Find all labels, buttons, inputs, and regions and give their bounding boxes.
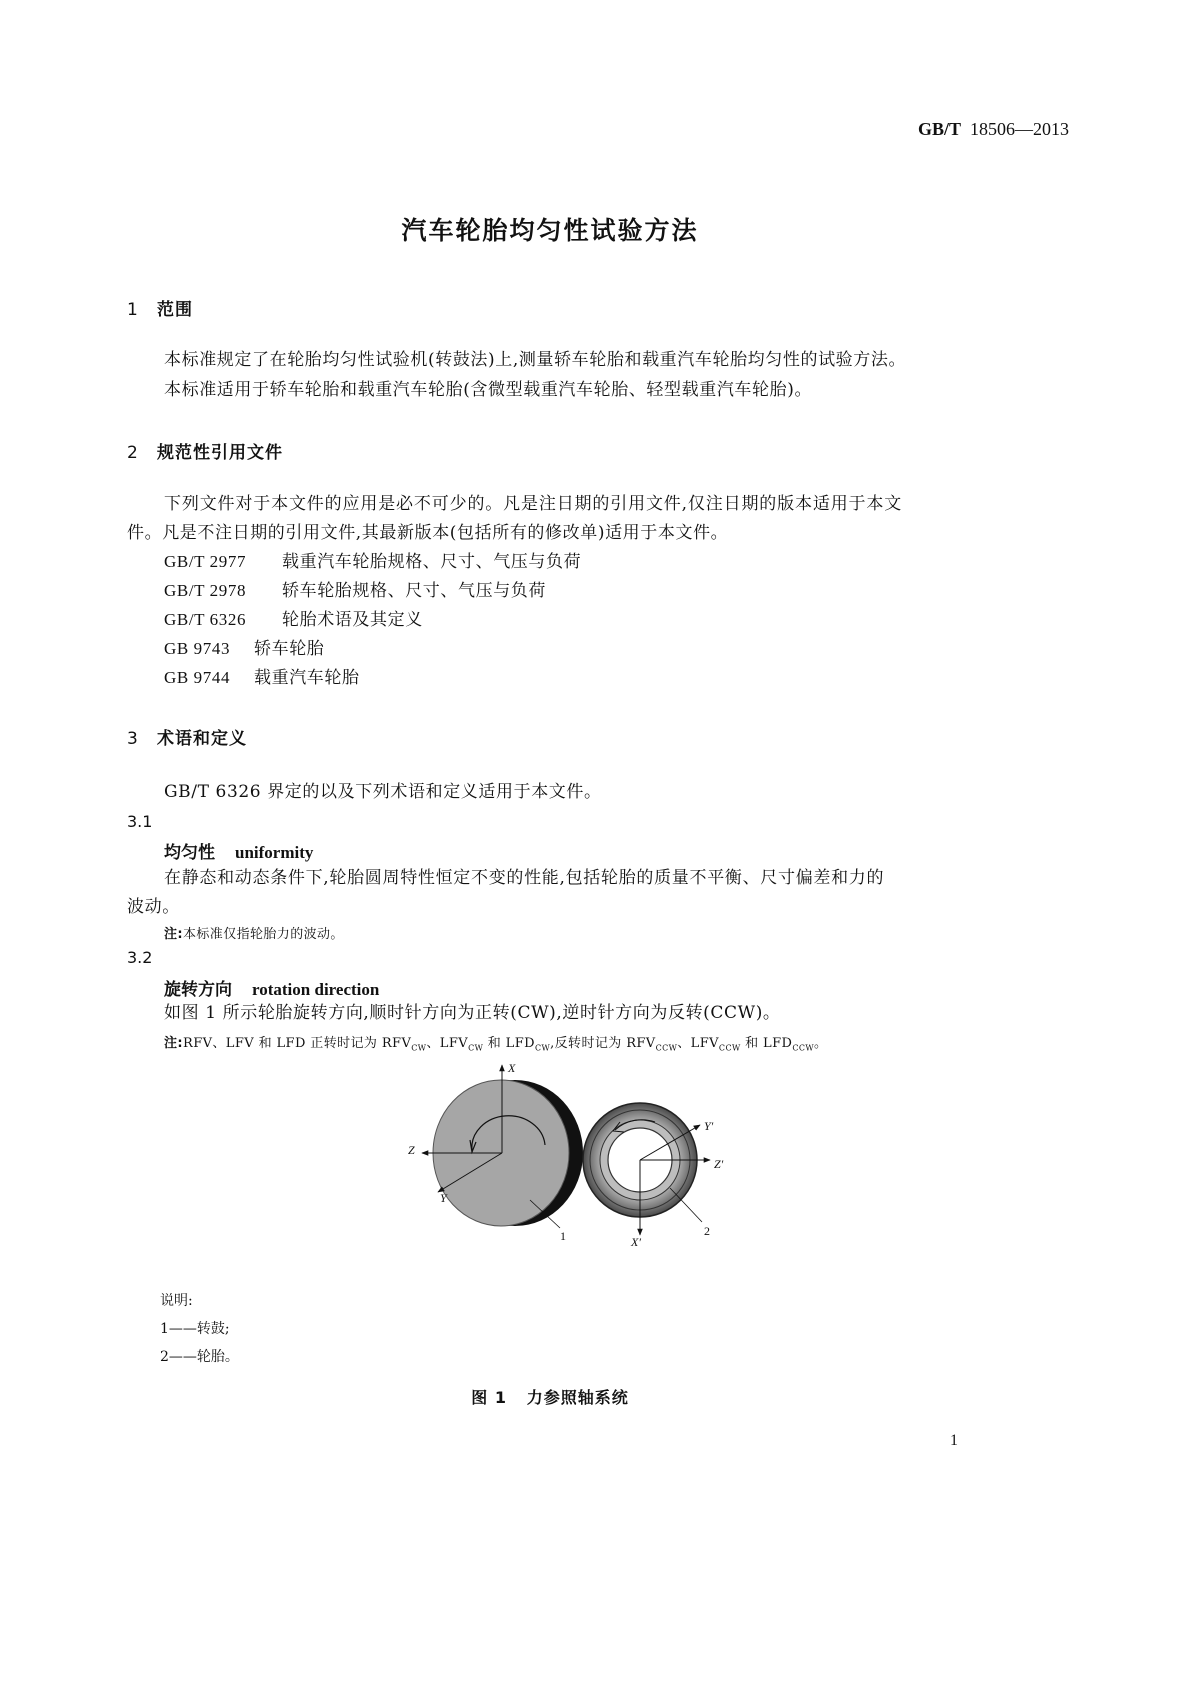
reference-item — [164, 605, 423, 635]
paragraph: 本标准规定了在轮胎均匀性试验机(转鼓法)上,测量轿车轮胎和载重汽车轮胎均匀性的试验方法。 — [164, 350, 907, 370]
force-reference-axis-figure — [400, 1050, 760, 1260]
definition: 波动。 — [127, 897, 180, 917]
note-text: 和 LFD — [740, 1036, 793, 1051]
note-label: 注: — [164, 927, 183, 942]
axis-label-y: Y — [440, 1191, 447, 1205]
reference-item — [164, 663, 360, 693]
section-title: 规范性引用文件 — [157, 443, 283, 463]
paragraph: GB/T 6326 界定的以及下列术语和定义适用于本文件。 — [164, 782, 602, 802]
figure-title: 力参照轴系统 — [526, 1388, 629, 1407]
reference-code: GB/T 2978 — [164, 581, 247, 600]
paragraph: 本标准适用于轿车轮胎和载重汽车轮胎(含微型载重汽车轮胎、轻型载重汽车轮胎)。 — [164, 380, 813, 400]
axis-label-z-prime: Z′ — [714, 1157, 724, 1171]
paragraph: 件。凡是不注日期的引用文件,其最新版本(包括所有的修改单)适用于本文件。 — [127, 523, 729, 543]
legend-item: 1——转鼓; — [160, 1321, 230, 1337]
subscript: CCW — [718, 1043, 741, 1053]
subscript: CW — [411, 1043, 427, 1053]
figure-number: 图 1 — [471, 1388, 507, 1407]
note-text: 、LFV — [677, 1036, 719, 1051]
section-title: 术语和定义 — [157, 729, 247, 749]
note-text: RFV、LFV 和 LFD 正转时记为 RFV — [183, 1036, 412, 1051]
section-3-heading — [127, 724, 247, 749]
subsection-number: 3.1 — [127, 812, 153, 831]
reference-title: 轿车轮胎 — [254, 639, 325, 659]
note-text: 。 — [814, 1036, 828, 1051]
callout-1: 1 — [560, 1229, 566, 1243]
term-en: rotation direction — [252, 980, 380, 999]
page-number: 1 — [950, 1432, 958, 1449]
axis-label-x: X — [508, 1061, 516, 1075]
term-cn: 均匀性 — [164, 843, 215, 863]
legend-item: 2——轮胎。 — [160, 1349, 239, 1365]
definition: 如图 1 所示轮胎旋转方向,顺时针方向为正转(CW),逆时针方向为反转(CCW)。 — [164, 1003, 781, 1023]
note-label: 注: — [164, 1036, 183, 1051]
standard-number — [918, 119, 1069, 140]
reference-title: 轮胎术语及其定义 — [282, 610, 423, 630]
reference-item — [164, 547, 581, 577]
callout-2: 2 — [704, 1224, 710, 1238]
axis-label-x-prime: X′ — [631, 1235, 641, 1249]
axis-label-z: Z — [408, 1143, 415, 1157]
note-text: ,反转时记为 RFV — [550, 1036, 656, 1051]
definition: 在静态和动态条件下,轮胎圆周特性恒定不变的性能,包括轮胎的质量不平衡、尺寸偏差和力的 — [164, 868, 885, 888]
reference-title: 载重汽车轮胎规格、尺寸、气压与负荷 — [282, 552, 582, 572]
subscript: CW — [468, 1043, 484, 1053]
paragraph: 下列文件对于本文件的应用是必不可少的。凡是注日期的引用文件,仅注日期的版本适用于本文 — [164, 494, 903, 514]
term-en: uniformity — [235, 843, 314, 862]
section-number: 2 — [127, 443, 139, 463]
subscript: CCW — [655, 1043, 678, 1053]
section-number: 3 — [127, 729, 139, 749]
section-title: 范围 — [157, 300, 193, 320]
figure-caption — [0, 1385, 1100, 1408]
note-text: 本标准仅指轮胎力的波动。 — [183, 927, 344, 942]
axis-label-y-prime: Y′ — [704, 1119, 714, 1133]
note — [164, 923, 344, 942]
subscript: CCW — [792, 1043, 815, 1053]
reference-item — [164, 634, 324, 664]
reference-code: GB/T 6326 — [164, 610, 247, 629]
term-heading — [164, 838, 313, 863]
reference-code: GB 9744 — [164, 668, 231, 687]
subsection-number: 3.2 — [127, 948, 153, 967]
term-heading — [164, 975, 379, 1000]
section-1-heading — [127, 295, 193, 320]
term-cn: 旋转方向 — [164, 980, 232, 1000]
reference-code: GB 9743 — [164, 639, 231, 658]
section-number: 1 — [127, 300, 139, 320]
note-text: 和 LFD — [483, 1036, 535, 1051]
subscript: CW — [534, 1043, 551, 1053]
standard-prefix: GB/T — [917, 119, 961, 139]
reference-title: 载重汽车轮胎 — [254, 668, 360, 688]
reference-title: 轿车轮胎规格、尺寸、气压与负荷 — [282, 581, 546, 601]
standard-code: 18506—2013 — [970, 119, 1069, 139]
legend-title: 说明: — [160, 1293, 193, 1309]
document-title: 汽车轮胎均匀性试验方法 — [401, 216, 699, 245]
reference-item — [164, 576, 546, 606]
note-text: 、LFV — [426, 1036, 469, 1051]
reference-code: GB/T 2977 — [164, 552, 247, 571]
section-2-heading — [127, 438, 283, 463]
